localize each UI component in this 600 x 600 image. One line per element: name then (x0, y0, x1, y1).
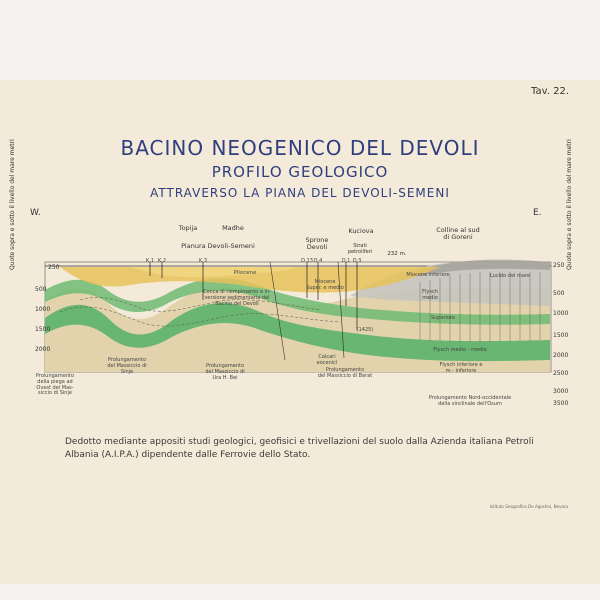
right-tick: 500 (553, 290, 565, 297)
subtitle-secondary: ATTRAVERSO LA PIANA DEL DEVOLI-SEMENI (150, 186, 450, 200)
left-tick: 1500 (35, 326, 51, 333)
layer-label-pliocene: Pliocene (233, 270, 257, 276)
right-tick: 2000 (553, 352, 569, 359)
printer-credit: Istituto Geografico De Agostini, Novara (489, 504, 568, 509)
right-tick: 2500 (553, 370, 569, 377)
left-axis-label: Quote sopra e sotto il livello del mare metri (9, 139, 16, 270)
right-tick: 3000 (553, 388, 569, 395)
well-label: K.2 (157, 258, 167, 264)
label-elevation: 232 m. (387, 251, 407, 257)
label-calcari: Calcari eocenici (316, 354, 338, 366)
direction-west: W. (30, 208, 41, 218)
well-label: K.1 (145, 258, 155, 264)
left-tick: 250 (48, 264, 60, 271)
direction-east: E. (533, 208, 542, 218)
left-tick: 500 (35, 286, 47, 293)
layer-label-superiore: Superiore (430, 315, 456, 321)
layer-label-conca: Conca di riempimento e in- versione sedimentaria del Bacino del Devoli (203, 289, 271, 307)
layer-label-flysch-inferiore: Flysch inferiore e m.- inferiore (439, 362, 483, 374)
well-label: D.13 (301, 258, 313, 264)
right-axis-label: Quote sopra e sotto il livello del mare metri (566, 139, 573, 270)
label-colline: Colline al sud di Goreni (436, 226, 480, 242)
label-strati: Strati petroliferi (347, 243, 373, 255)
label-madhe: Madhe (222, 224, 244, 232)
right-tick: 3500 (553, 400, 569, 407)
layer-label-miocene-sup: Miocene Super. e medio (306, 279, 344, 291)
label-prol-piega: Prolungamento della piega ad Ovest del Mas- siccio di Sinje (35, 373, 75, 397)
right-tick: 1500 (553, 332, 569, 339)
well-label: D.1 (341, 258, 351, 264)
subtitle: PROFILO GEOLOGICO (211, 163, 389, 181)
label-prol-osum: Prolungamento Nord-occidentale della sinclinale dell'Osum (428, 395, 512, 407)
layer-label-flysch-medio-medio: Flysch medio - medio (433, 347, 487, 353)
layer-label-flysch-medio: Flysch medio (422, 289, 438, 301)
well-label: D.4 (313, 258, 323, 264)
layer-label-depth: (1425) (356, 327, 374, 333)
label-sprone: Sprone Devoli (305, 236, 329, 252)
well-label: K.3 (198, 258, 208, 264)
well-label: D.3 (352, 258, 362, 264)
label-prol-sinje: Prolungamento del Massiccio di Sinje (107, 357, 147, 375)
left-tick: 1000 (35, 306, 51, 313)
label-pianura: Pianura Devoli-Semeni (181, 242, 255, 250)
label-topoje: Topija (178, 224, 198, 232)
right-tick: 1000 (553, 310, 569, 317)
right-tick: 250 (553, 262, 565, 269)
main-title: BACINO NEOGENICO DEL DEVOLI (120, 136, 480, 160)
layer-label-lucido: Lucido del mare (489, 273, 530, 279)
left-tick: 2000 (35, 346, 51, 353)
label-prol-ura: Prolungamento del Massiccio di Ura H. Bei (205, 363, 245, 381)
layer-label-miocene-inf: Miocene inferiore (406, 272, 450, 278)
label-kucova: Kuciova (348, 227, 374, 235)
plate-number: Tav. 22. (531, 86, 569, 97)
footer-note: Dedotto mediante appositi studi geologici, geofisici e trivellazioni del suolo dalla Azienda italiana Petroli Albania (A.I.P.A.) dipendente dalle Ferrovie dello Stato. (65, 437, 534, 460)
label-prol-berat: Prolungamento del Massiccio di Berat (317, 367, 373, 379)
